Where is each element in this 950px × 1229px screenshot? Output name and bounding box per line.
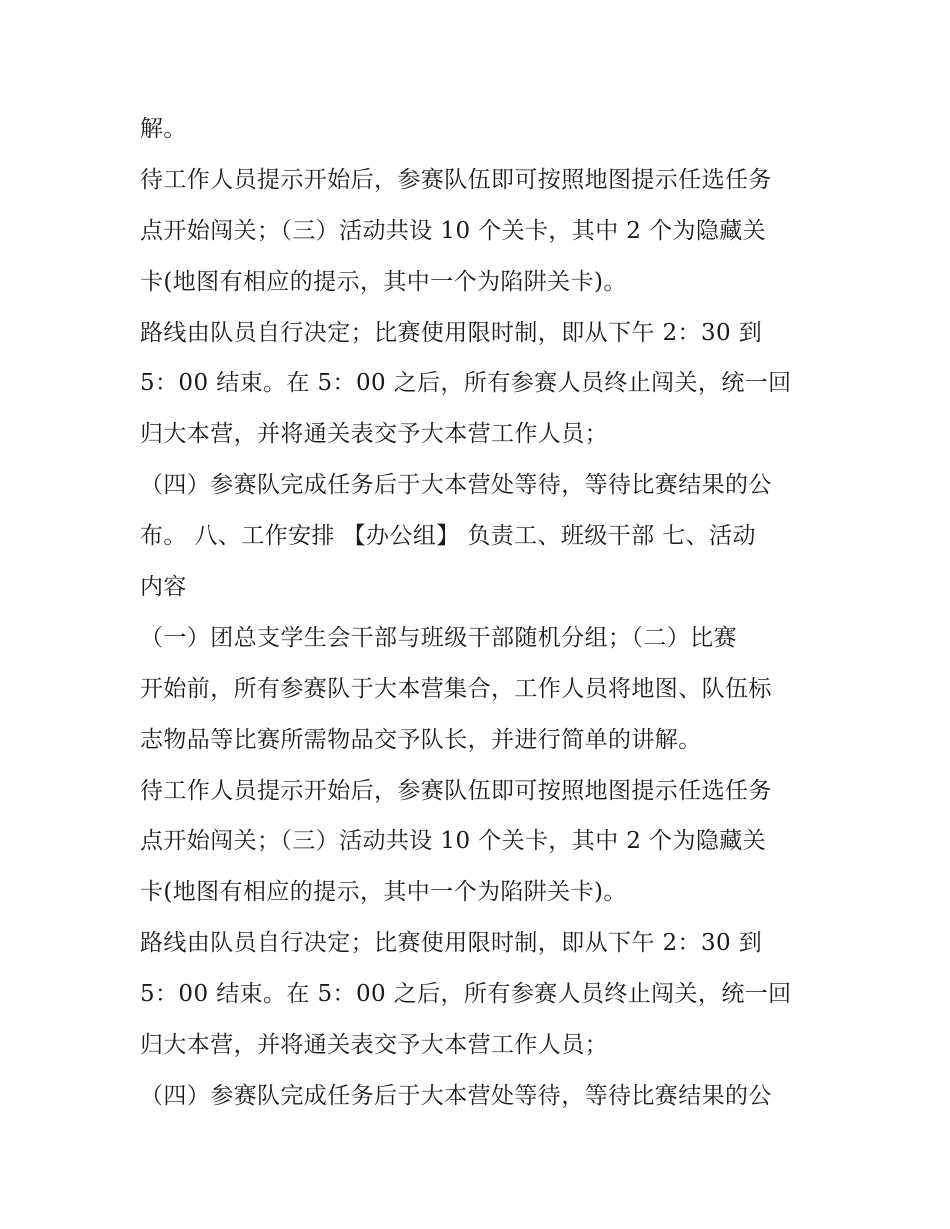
- text-line: 开始前，所有参赛队于大本营集合，工作人员将地图、队伍标: [140, 675, 772, 702]
- text-line: 卡(地图有相应的提示，其中一个为陷阱关卡)。: [140, 879, 627, 906]
- text-line: 布。 八、工作安排 【办公组】 负责工、班级干部 七、活动: [140, 523, 756, 550]
- text-line: 路线由队员自行决定；比赛使用限时制，即从下午 2：30 到: [140, 930, 763, 957]
- text-line: 归大本营，并将通关表交予大本营工作人员；: [140, 1032, 608, 1059]
- text-line: 待工作人员提示开始后，参赛队伍即可按照地图提示任选任务: [140, 166, 772, 193]
- text-line: 志物品等比赛所需物品交予队长，并进行简单的讲解。: [140, 726, 702, 753]
- text-line: 点开始闯关；（三）活动共设 10 个关卡，其中 2 个为隐藏关: [140, 828, 767, 855]
- text-line: 5：00 结束。在 5：00 之后，所有参赛人员终止闯关，统一回: [140, 370, 792, 397]
- text-line: （四）参赛队完成任务后于大本营处等待，等待比赛结果的公: [140, 1082, 772, 1109]
- text-line: （一）团总支学生会干部与班级干部随机分组；（二）比赛: [140, 624, 737, 651]
- text-line: 解。: [140, 116, 187, 142]
- text-line: 内容: [140, 574, 187, 601]
- text-line: 点开始闯关；（三）活动共设 10 个关卡，其中 2 个为隐藏关: [140, 217, 767, 244]
- text-line: 待工作人员提示开始后，参赛队伍即可按照地图提示任选任务: [140, 777, 772, 804]
- text-line: 5：00 结束。在 5：00 之后，所有参赛人员终止闯关，统一回: [140, 981, 792, 1008]
- text-line: 卡(地图有相应的提示，其中一个为陷阱关卡)。: [140, 268, 627, 295]
- body-text: [140, 104, 830, 1122]
- text-line: 归大本营，并将通关表交予大本营工作人员；: [140, 421, 608, 448]
- text-line: （四）参赛队完成任务后于大本营处等待，等待比赛结果的公: [140, 472, 772, 499]
- text-line: 路线由队员自行决定；比赛使用限时制，即从下午 2：30 到: [140, 319, 763, 346]
